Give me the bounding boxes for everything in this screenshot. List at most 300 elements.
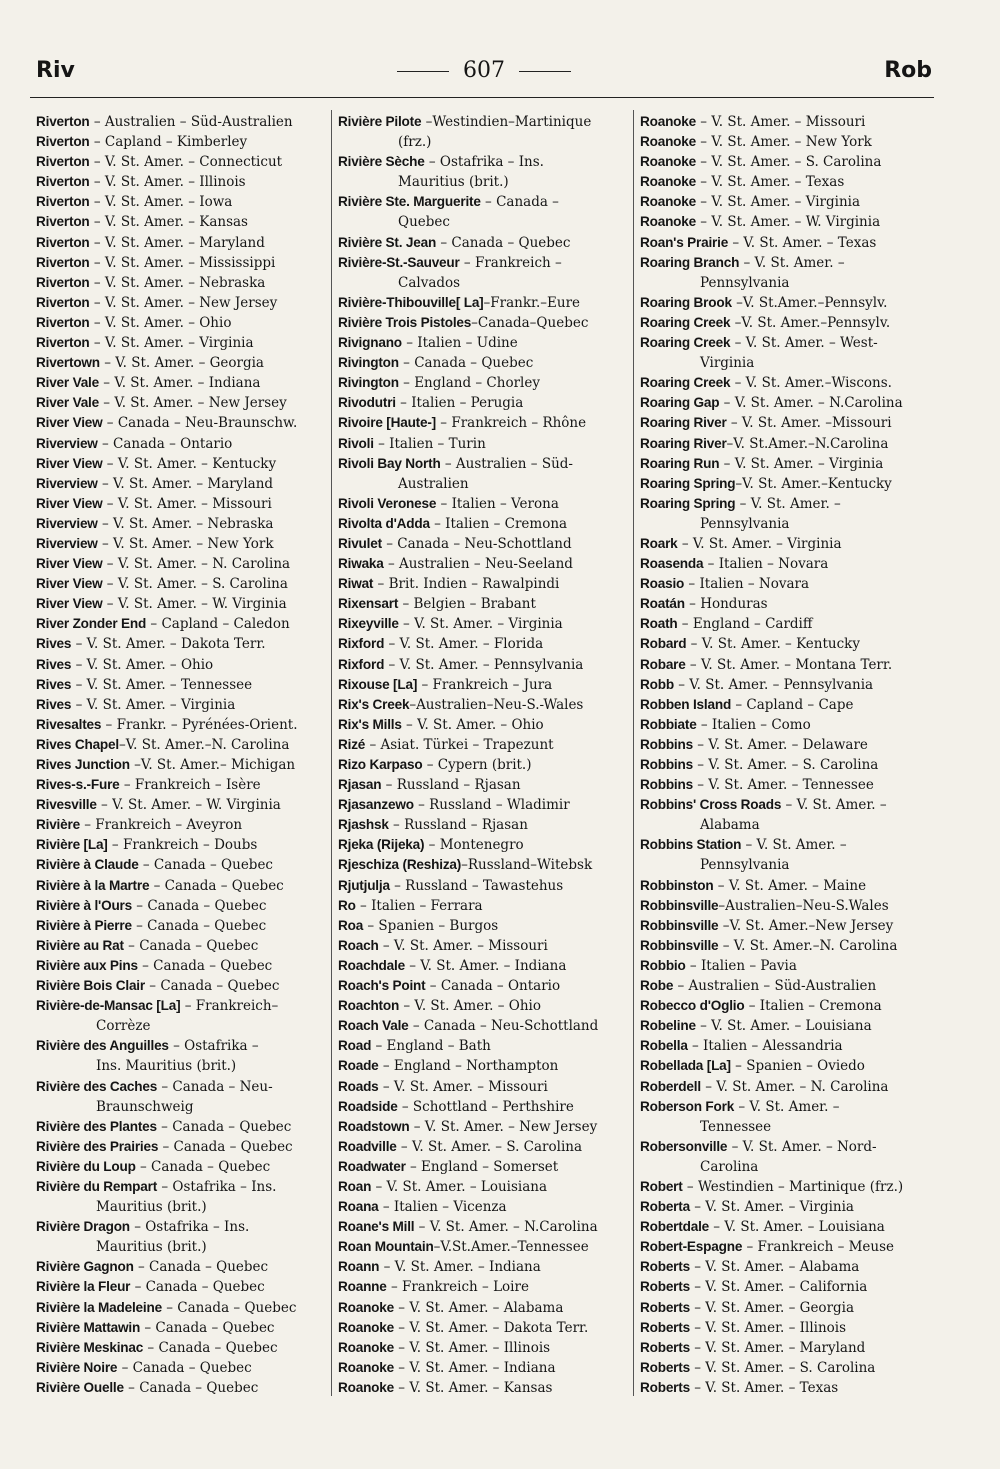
- entry-name: Robare: [640, 656, 686, 672]
- entry-location: – Canada – Quebec: [149, 877, 284, 894]
- gazetteer-entry: [640, 1056, 936, 1076]
- gazetteer-entry: [36, 795, 326, 815]
- gazetteer-entry: [640, 534, 936, 554]
- gazetteer-entry: [640, 152, 936, 172]
- entry-name: Rives: [36, 636, 72, 652]
- entry-name: River View: [36, 596, 103, 612]
- entry-name: Roanoke: [338, 1319, 395, 1335]
- gazetteer-entry: [338, 333, 630, 353]
- entry-name: River View: [36, 495, 103, 511]
- entry-location: – V. St. Amer. – S. Carolina: [396, 1138, 583, 1155]
- gazetteer-entry: [338, 735, 630, 755]
- entry-name: Roan: [338, 1178, 372, 1194]
- entry-name: Roach Vale: [338, 1018, 409, 1034]
- gazetteer-entry: [338, 514, 630, 534]
- entry-name: Robeline: [640, 1018, 696, 1034]
- entry-name: Rjutjulja: [338, 877, 390, 893]
- entry-name: Roberta: [640, 1199, 690, 1215]
- entry-location: – Canada – Quebec: [436, 234, 571, 251]
- entry-location: – V. St. Amer. – Virginia: [696, 194, 861, 211]
- entry-location: – V. St. Amer. – Florida: [384, 636, 544, 653]
- gazetteer-entry: [338, 594, 630, 614]
- column-divider-1: [331, 110, 332, 1396]
- entry-location: – Frankreich – Isère: [119, 777, 261, 794]
- entry-name: Rivulet: [338, 535, 382, 551]
- entry-location: – V. St. Amer. – Virginia: [719, 455, 884, 472]
- gazetteer-entry: [36, 735, 326, 755]
- gazetteer-entry: [36, 1217, 326, 1257]
- entry-location: – Canada – Quebec: [140, 1319, 275, 1336]
- entry-location: – V. St. Amer. – Maine: [713, 877, 867, 894]
- gazetteer-entry: [640, 212, 936, 232]
- gazetteer-entry: [640, 333, 936, 373]
- gazetteer-entry: [338, 353, 630, 373]
- entry-location: – V. St. Amer. – Maryland: [89, 234, 265, 251]
- gazetteer-entry: [36, 1277, 326, 1297]
- entry-name: Roberts: [640, 1279, 690, 1295]
- entry-name: Roark: [640, 535, 678, 551]
- gazetteer-entry: [338, 1378, 630, 1398]
- entry-location: – Italien – Novara: [684, 576, 810, 593]
- entry-name: Roana: [338, 1199, 379, 1215]
- entry-location: – V. St. Amer. –: [781, 797, 887, 814]
- entry-name: Rivière Noire: [36, 1359, 118, 1375]
- gazetteer-entry: [338, 1277, 630, 1297]
- entry-location: – V. St. Amer. – Virginia: [677, 535, 842, 552]
- entry-name: Riverview: [36, 435, 98, 451]
- entry-location: – Canada – Quebec: [133, 1259, 269, 1276]
- entry-name: Roach: [338, 937, 379, 953]
- entry-location: – V. St. Amer. – Nord-: [727, 1138, 877, 1155]
- entry-continuation: Quebec: [398, 214, 450, 231]
- entry-name: Roadstown: [338, 1118, 410, 1134]
- entry-location: – V. St. Amer.–Wiscons.: [730, 375, 892, 392]
- entry-location: – Frankreich – Meuse: [742, 1239, 895, 1256]
- gazetteer-entry: [36, 172, 326, 192]
- gazetteer-entry: [36, 594, 326, 614]
- entry-location: – V. St. Amer. – Indiana: [99, 375, 261, 392]
- gazetteer-entry: [338, 534, 630, 554]
- gazetteer-entry: [640, 313, 936, 333]
- entry-name: Roberts: [640, 1379, 690, 1395]
- entry-name: Roanne: [338, 1279, 387, 1295]
- entry-location: – Italien – Udine: [401, 335, 518, 352]
- gazetteer-entry: [36, 715, 326, 735]
- gazetteer-entry: [36, 755, 326, 775]
- gazetteer-entry: [338, 1237, 630, 1257]
- gazetteer-entry: [640, 1016, 936, 1036]
- entry-name: Riverview: [36, 535, 98, 551]
- entry-location: –Frankr.–Eure: [483, 294, 581, 311]
- gazetteer-entry: [640, 976, 936, 996]
- gazetteer-entry: [640, 1097, 936, 1137]
- entry-location: – Canada – Quebec: [398, 355, 534, 372]
- entry-location: – Ostafrika –: [168, 1038, 259, 1055]
- entry-location: – Italien – Turin: [373, 435, 486, 452]
- entry-name: Rixouse [La]: [338, 676, 418, 692]
- gazetteer-entry: [338, 192, 630, 232]
- entry-location: – V. St. Amer. – Alabama: [394, 1299, 564, 1316]
- entry-name: Roberson Fork: [640, 1098, 735, 1114]
- entry-location: – V. St. Amer. – W. Virginia: [102, 596, 287, 613]
- entry-name: Roaring Creek: [640, 335, 731, 351]
- entry-location: – V. St. Amer. – Tennessee: [71, 676, 253, 693]
- entry-location: – V. St. Amer. – S. Carolina: [696, 154, 882, 171]
- entry-location: – Capland – Cape: [731, 696, 854, 713]
- entry-name: Riverton: [36, 294, 90, 310]
- entry-name: Roanoke: [640, 114, 697, 129]
- entry-location: – V. St. Amer. – Kansas: [394, 1379, 553, 1396]
- entry-location: – V. St. Amer. – Texas: [689, 1379, 839, 1396]
- entry-location: – V. St. Amer. – Pennsylvania: [673, 676, 874, 693]
- gazetteer-entry: [36, 855, 326, 875]
- entry-location: – V. St. Amer. – Kentucky: [686, 636, 860, 653]
- entry-name: Rixensart: [338, 596, 399, 612]
- entry-name: Rivière des Prairies: [36, 1138, 159, 1154]
- entry-location: – Australien – Süd-Australien: [673, 978, 877, 995]
- entry-name: Riverton: [36, 274, 90, 290]
- header-dash-left: [397, 71, 449, 72]
- gazetteer-entry: [338, 916, 630, 936]
- gazetteer-entry: [640, 474, 936, 494]
- entry-location: – Italien – Vicenza: [378, 1199, 507, 1216]
- gazetteer-entry: [36, 1338, 326, 1358]
- entry-name: Roanoke: [338, 1339, 395, 1355]
- entry-location: – Italien – Cremona: [744, 998, 882, 1015]
- gazetteer-entry: [338, 1318, 630, 1338]
- entry-location: – V. St. Amer. – N. Carolina: [102, 556, 291, 573]
- gazetteer-entry: [640, 675, 936, 695]
- running-head-right: Rob: [884, 58, 932, 83]
- entry-name: River View: [36, 455, 103, 471]
- gazetteer-entry: [640, 695, 936, 715]
- entry-name: Rix's Creek: [338, 696, 410, 712]
- entry-name: Roanoke: [640, 134, 697, 150]
- entry-name: Rivière Sèche: [338, 154, 425, 170]
- gazetteer-entry: [640, 454, 936, 474]
- entry-location: – Canada – Quebec: [156, 1118, 292, 1135]
- entry-location: – Italien – Alessandria: [687, 1038, 843, 1055]
- gazetteer-entry: [36, 273, 326, 293]
- entry-name: Robbinsville: [640, 897, 719, 913]
- entry-location: – V. St. Amer. – Missouri: [378, 1078, 548, 1095]
- gazetteer-entry: [36, 634, 326, 654]
- entry-name: Rivière des Plantes: [36, 1118, 157, 1134]
- entry-location: – Belgien – Brabant: [398, 596, 536, 613]
- entry-location: – Canada – Quebec: [123, 937, 259, 954]
- entry-name: Rivière aux Pins: [36, 957, 138, 973]
- entry-name: Robbiate: [640, 716, 697, 732]
- gazetteer-entry: [640, 916, 936, 936]
- entry-continuation: Mauritius (brit.): [96, 1199, 207, 1216]
- entry-location: – V. St. Amer. – Ohio: [71, 656, 214, 673]
- entry-location: – V. St. Amer. – Illinois: [689, 1319, 847, 1336]
- entry-name: Riwat: [338, 576, 374, 592]
- entry-name: Rjasan: [338, 777, 382, 793]
- gazetteer-entry: [640, 1036, 936, 1056]
- gazetteer-entry: [338, 1197, 630, 1217]
- entry-location: – V. St. Amer. – Ohio: [401, 716, 544, 733]
- entry-name: Robben Island: [640, 696, 732, 712]
- entry-continuation: Tennessee: [700, 1118, 772, 1135]
- gazetteer-entry: [338, 393, 630, 413]
- gazetteer-entry: [338, 434, 630, 454]
- entry-name: Roasio: [640, 576, 685, 592]
- entry-name: Ro: [338, 897, 356, 913]
- entry-name: Riverton: [36, 254, 90, 270]
- entry-name: Roaring Brook: [640, 294, 732, 310]
- entry-name: Robbio: [640, 957, 686, 973]
- entry-location: – V. St. Amer. – N. Carolina: [700, 1078, 889, 1095]
- entry-location: – V. St. Amer. – Indiana: [404, 957, 567, 974]
- entry-name: Roberts: [640, 1259, 690, 1275]
- gazetteer-entry: [338, 675, 630, 695]
- entry-name: Robard: [640, 636, 687, 652]
- entry-location: – V. St. Amer. – Maryland: [689, 1339, 866, 1356]
- entry-name: Riverton: [36, 154, 90, 170]
- entry-location: – Italien – Perugia: [395, 395, 524, 412]
- entry-name: Riverton: [36, 114, 90, 129]
- entry-continuation: Virginia: [700, 355, 755, 372]
- entry-name: River Vale: [36, 395, 99, 411]
- gazetteer-entry: [36, 333, 326, 353]
- entry-location: – V. St. Amer. – Kentucky: [102, 455, 277, 472]
- entry-name: Riverton: [36, 234, 90, 250]
- gazetteer-entry: [640, 233, 936, 253]
- entry-location: – Canada – Quebec: [161, 1299, 297, 1316]
- entry-location: – V. St. Amer. – S. Carolina: [692, 757, 879, 773]
- gazetteer-entry: [338, 554, 630, 574]
- entry-location: – Russland – Wladimir: [413, 797, 570, 814]
- gazetteer-entry: [338, 1056, 630, 1076]
- entry-name: Roaring River: [640, 435, 727, 451]
- entry-location: – V. St. Amer. – Nebraska: [89, 274, 266, 291]
- gazetteer-entry: [36, 534, 326, 554]
- gazetteer-entry: [338, 1338, 630, 1358]
- entry-name: Roatán: [640, 596, 685, 612]
- gazetteer-entry: [338, 1097, 630, 1117]
- gazetteer-entry: [338, 976, 630, 996]
- gazetteer-entry: [338, 815, 630, 835]
- entry-location: – V. St. Amer. – W. Virginia: [96, 797, 281, 814]
- entry-name: Rivesville: [36, 797, 97, 813]
- entry-name: Robbinsville: [640, 917, 719, 933]
- entry-location: – Frankreich –: [459, 254, 562, 271]
- entry-continuation: Carolina: [700, 1158, 759, 1175]
- gazetteer-entry: [36, 373, 326, 393]
- entry-location: – Ostafrika – Ins.: [424, 154, 544, 171]
- gazetteer-entry: [36, 1298, 326, 1318]
- entry-continuation: Calvados: [398, 274, 461, 291]
- entry-name: Roachton: [338, 998, 400, 1014]
- entry-location: – V. St. Amer. – Missouri: [102, 495, 272, 512]
- entry-location: – V. St. Amer. – Maryland: [97, 475, 274, 492]
- gazetteer-entry: [338, 896, 630, 916]
- gazetteer-entry: [640, 715, 936, 735]
- entry-location: – V. St. Amer. – Missouri: [378, 937, 548, 954]
- entry-name: Rjeka (Rijeka): [338, 837, 425, 853]
- gazetteer-entry: [338, 1358, 630, 1378]
- entry-location: – England – Cardiff: [677, 616, 813, 633]
- entry-name: Roaring Branch: [640, 254, 740, 270]
- gazetteer-entry: [36, 655, 326, 675]
- entry-continuation: Mauritius (brit.): [398, 174, 509, 191]
- entry-location: – Canada – Quebec: [135, 1158, 271, 1175]
- entry-name: Road: [338, 1038, 372, 1054]
- gazetteer-entry: [36, 474, 326, 494]
- entry-name: Robella: [640, 1038, 688, 1054]
- entry-location: – V. St. Amer. – California: [689, 1279, 868, 1296]
- entry-location: – Canada – Neu-Braunschw.: [102, 415, 298, 432]
- entry-location: – V. St. Amer. – Texas: [728, 234, 877, 251]
- entry-name: Rives Junction: [36, 757, 130, 772]
- entry-location: – Canada – Quebec: [143, 1339, 278, 1356]
- entry-location: –V. St. Amer.–New Jersey: [718, 917, 894, 934]
- entry-name: Rivière-St.-Sauveur: [338, 254, 460, 270]
- gazetteer-entry: [36, 614, 326, 634]
- entry-continuation: Braunschweig: [96, 1098, 194, 1115]
- gazetteer-entry: [640, 494, 936, 534]
- entry-name: Robbinston: [640, 877, 714, 893]
- gazetteer-entry: [36, 956, 326, 976]
- entry-name: Riverview: [36, 475, 98, 491]
- entry-location: – Canada – Quebec: [123, 1379, 259, 1396]
- entry-name: Roanoke: [640, 154, 697, 170]
- entry-name: Roachdale: [338, 957, 405, 973]
- entry-location: – Cypern (brit.): [422, 757, 532, 773]
- gazetteer-entry: [338, 715, 630, 735]
- gazetteer-entry: [36, 554, 326, 574]
- entry-name: Robellada [La]: [640, 1058, 731, 1074]
- entry-location: – Italien – Novara: [703, 556, 829, 573]
- gazetteer-entry: [36, 1358, 326, 1378]
- column-1: [36, 112, 326, 1398]
- entry-name: Robbins Station: [640, 837, 742, 853]
- gazetteer-entry: [36, 253, 326, 273]
- entry-name: Roan Mountain: [338, 1239, 434, 1255]
- entry-name: Rivière-Thibouville[ La]: [338, 294, 484, 310]
- entry-location: –Westindien–Martinique: [421, 114, 592, 130]
- gazetteer-entry: [36, 1378, 326, 1398]
- entry-name: Riverton: [36, 134, 90, 150]
- entry-location: – Italien – Cremona: [429, 515, 568, 532]
- entry-name: Rivington: [338, 355, 399, 371]
- gazetteer-entry: [338, 112, 630, 152]
- entry-name: Robe: [640, 978, 674, 994]
- entry-location: –V. St.Amer.–Pennsylv.: [731, 294, 888, 311]
- entry-location: – V. St. Amer. – Missouri: [696, 114, 866, 130]
- gazetteer-entry: [640, 956, 936, 976]
- entry-name: Rivertown: [36, 355, 100, 371]
- entry-name: Rivière des Anguilles: [36, 1038, 169, 1054]
- gazetteer-entry: [36, 1157, 326, 1177]
- gazetteer-entry: [640, 253, 936, 293]
- gazetteer-entry: [338, 614, 630, 634]
- entry-name: River Vale: [36, 375, 99, 391]
- gazetteer-entry: [640, 1177, 936, 1197]
- entry-name: Roaring Run: [640, 455, 720, 471]
- gazetteer-entry: [36, 434, 326, 454]
- page-number-wrap: [36, 58, 932, 83]
- entry-location: – V. St. Amer. –: [741, 837, 847, 854]
- entry-location: – Frankreich – Loire: [386, 1279, 529, 1296]
- gazetteer-entry: [338, 695, 630, 715]
- entry-name: Rivière Gagnon: [36, 1259, 134, 1275]
- entry-location: – V. St. Amer. – Louisiana: [371, 1178, 548, 1195]
- gazetteer-entry: [338, 1016, 630, 1036]
- entry-name: Robb: [640, 676, 674, 692]
- entry-location: – Spanien – Oviedo: [730, 1058, 865, 1075]
- entry-continuation: Pennsylvania: [700, 515, 790, 532]
- entry-name: Riverview: [36, 515, 98, 531]
- entry-name: Roanoke: [640, 214, 697, 230]
- gazetteer-entry: [36, 574, 326, 594]
- entry-location: – Canada – Quebec: [138, 857, 273, 874]
- gazetteer-entry: [338, 152, 630, 192]
- entry-name: Riverton: [36, 194, 90, 210]
- entry-location: – V. St. Amer. – Virginia: [689, 1199, 854, 1216]
- page-number: 607: [463, 58, 505, 83]
- entry-name: River View: [36, 576, 103, 592]
- gazetteer-entry: [640, 1237, 936, 1257]
- entry-name: Rives Chapel: [36, 736, 119, 752]
- entry-location: – V. St. Amer. – Virginia: [71, 696, 236, 713]
- entry-name: Roade: [338, 1058, 379, 1074]
- entry-name: Robecco d'Oglio: [640, 998, 745, 1014]
- entry-location: – V. St. Amer. – Ohio: [399, 998, 541, 1015]
- gazetteer-entry: [36, 996, 326, 1036]
- gazetteer-entry: [36, 393, 326, 413]
- gazetteer-entry: [338, 956, 630, 976]
- gazetteer-entry: [338, 835, 630, 855]
- entry-location: – Canada – Neu-: [157, 1078, 273, 1095]
- entry-name: River View: [36, 556, 103, 572]
- column-2: [338, 112, 630, 1398]
- entry-name: Rivière du Rempart: [36, 1178, 158, 1194]
- entry-location: – England – Bath: [371, 1038, 491, 1055]
- gazetteer-entry: [338, 755, 630, 775]
- entry-location: – Russland – Rjasan: [388, 817, 528, 834]
- entry-name: Rivière la Fleur: [36, 1279, 131, 1295]
- gazetteer-entry: [640, 192, 936, 212]
- entry-name: Roanoke: [640, 174, 697, 190]
- gazetteer-entry: [640, 835, 936, 875]
- gazetteer-entry: [640, 1137, 936, 1177]
- entry-name: Rixford: [338, 636, 385, 652]
- entry-location: – Capland – Kimberley: [89, 134, 248, 151]
- entry-name: Roberts: [640, 1359, 690, 1375]
- gazetteer-entry: [640, 434, 936, 454]
- entry-location: – V. St. Amer. – Louisiana: [695, 1018, 872, 1035]
- entry-location: – V. St. Amer. – N.Carolina: [719, 395, 903, 412]
- entry-location: – V. St. Amer. – Dakota Terr.: [394, 1319, 589, 1336]
- entry-name: Roadville: [338, 1138, 397, 1154]
- column-3: [640, 112, 936, 1398]
- gazetteer-entry: [36, 775, 326, 795]
- entry-name: Roach's Point: [338, 978, 426, 994]
- entry-location: – V. St. Amer. – Georgia: [99, 355, 264, 372]
- entry-name: Rivière à Claude: [36, 857, 139, 873]
- entry-location: – V. St. Amer.–N. Carolina: [718, 937, 898, 954]
- gazetteer-entry: [640, 634, 936, 654]
- entry-name: Roa: [338, 917, 364, 933]
- gazetteer-entry: [36, 835, 326, 855]
- entry-name: Robert-Espagne: [640, 1239, 743, 1255]
- entry-location: – V. St. Amer. – Texas: [696, 174, 845, 191]
- gazetteer-entry: [36, 896, 326, 916]
- entry-name: Rivière au Rat: [36, 937, 124, 953]
- entry-name: Roan's Prairie: [640, 234, 729, 250]
